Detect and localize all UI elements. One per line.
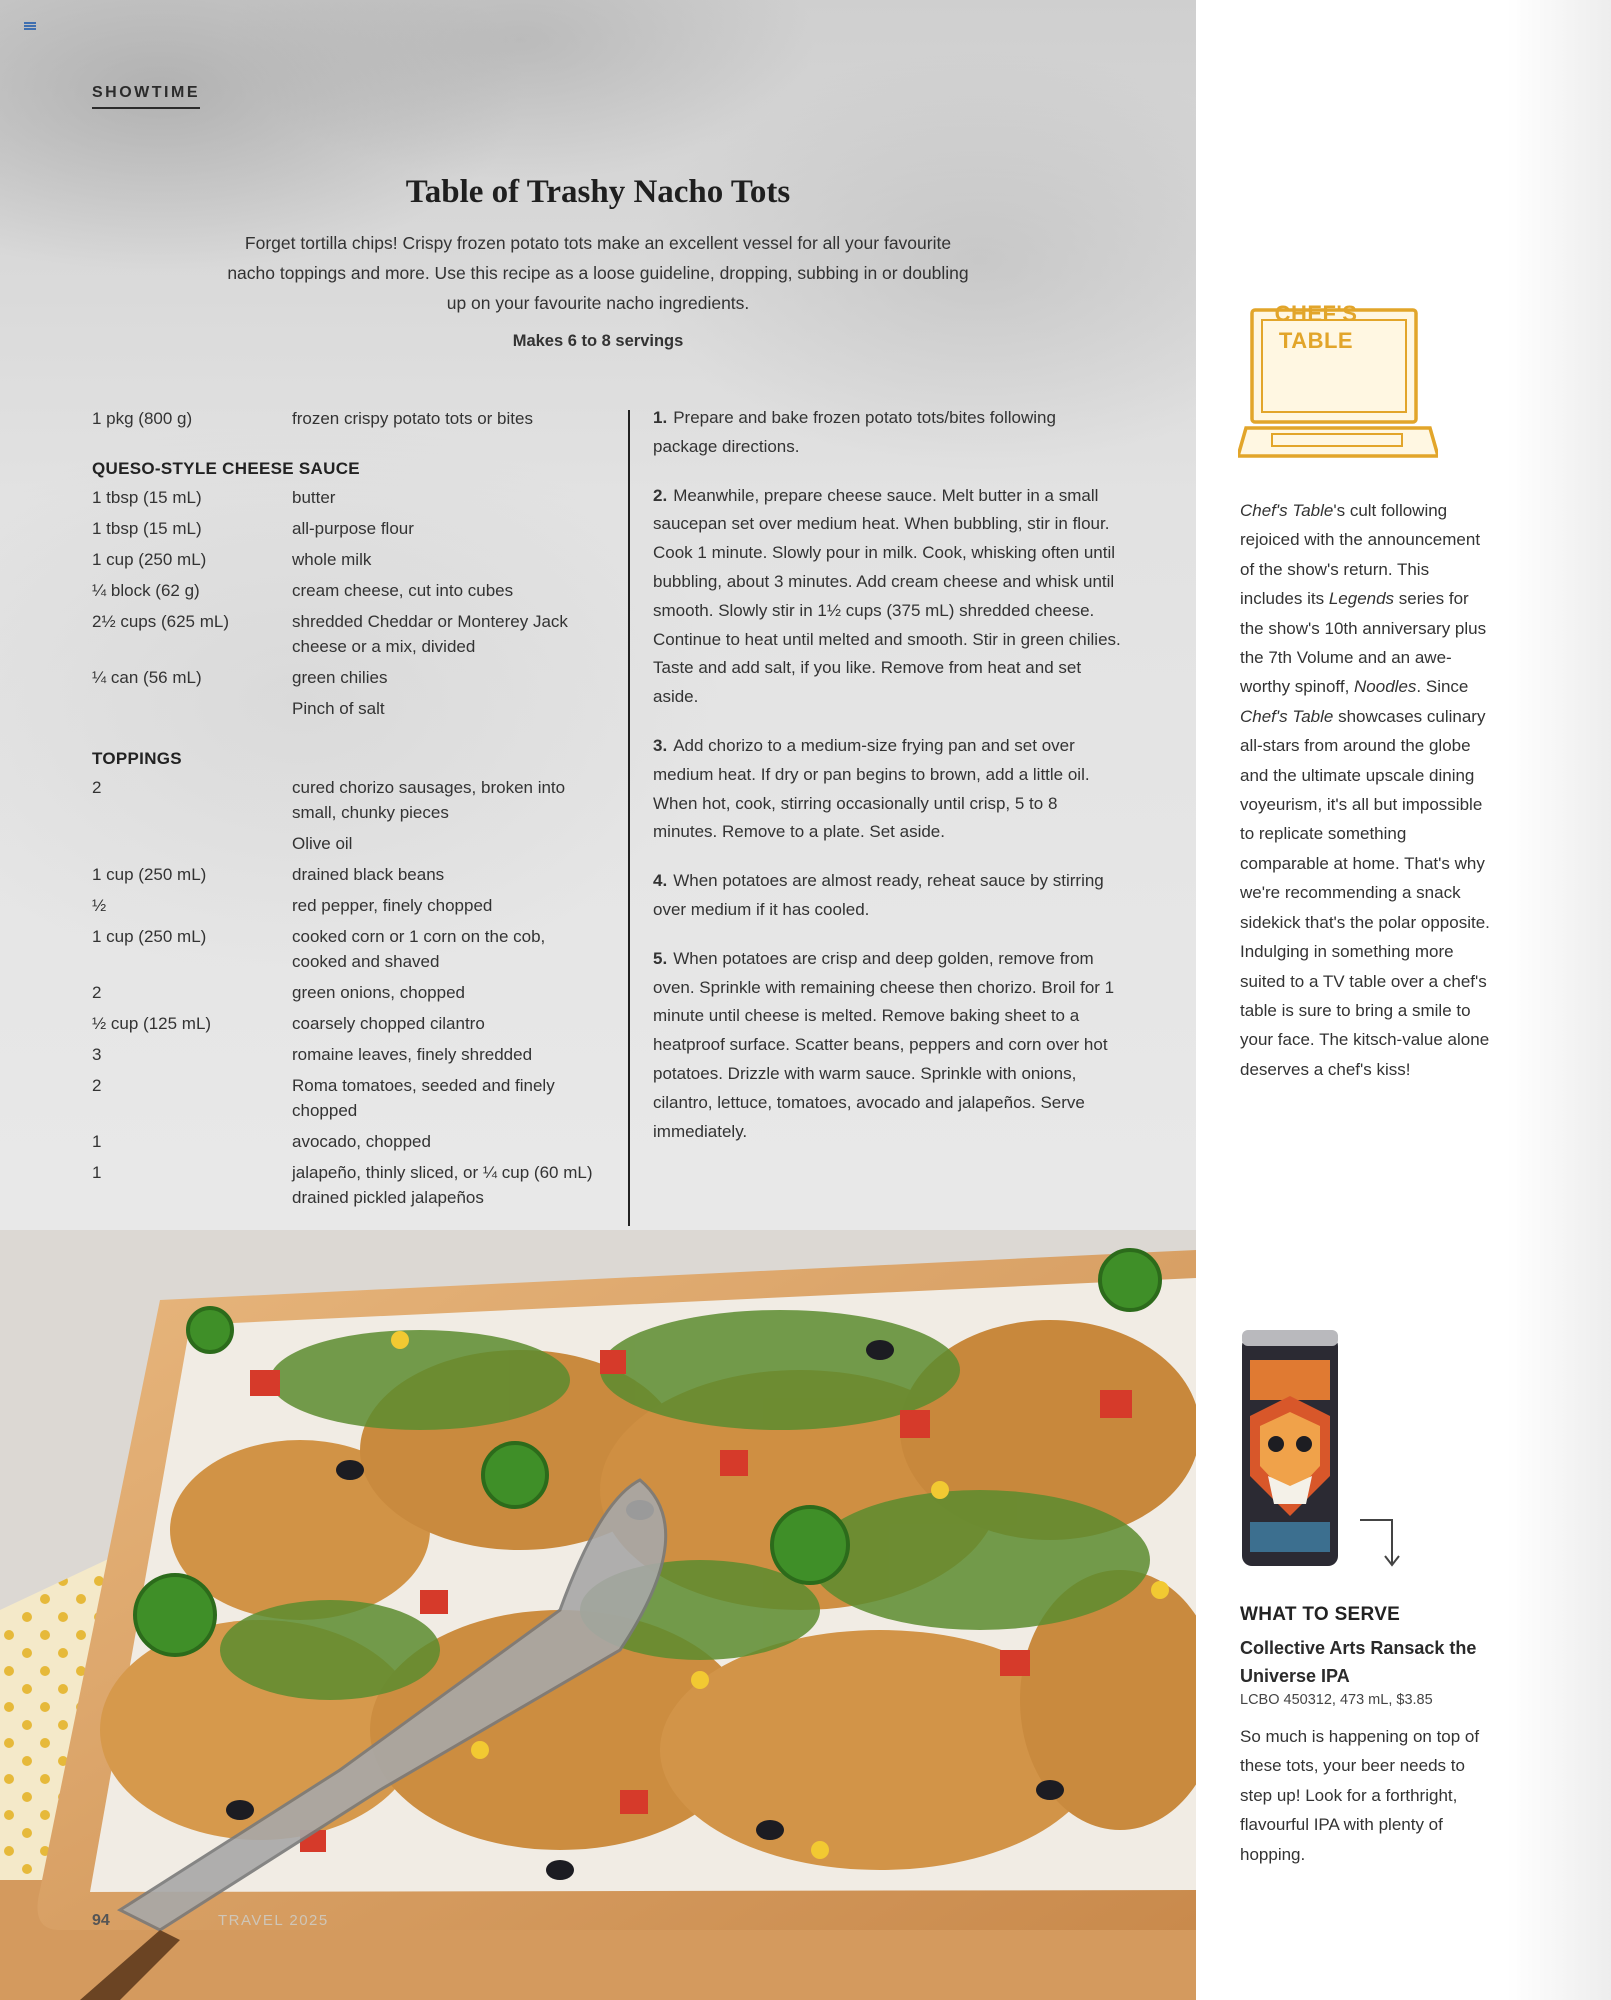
- ingredient-item: red pepper, finely chopped: [292, 896, 493, 915]
- nacho-tots-photo: [0, 1230, 1196, 2000]
- ingredient-row: [92, 1042, 612, 1067]
- menu-icon[interactable]: [24, 22, 36, 31]
- recipe-title: Table of Trashy Nacho Tots: [405, 174, 791, 210]
- beer-can-image: [1238, 1326, 1342, 1572]
- step-number: 5.: [653, 948, 668, 968]
- ingredient-item: shredded Cheddar or Monterey Jack cheese or a mix, divided: [292, 612, 568, 656]
- ingredient-item: green chilies: [292, 668, 388, 687]
- step-text: When potatoes are almost ready, reheat sauce by stirring over medium if it has cooled.: [653, 871, 1104, 919]
- step-text: Meanwhile, prepare cheese sauce. Melt butter in a small saucepan set over medium heat. When bubbling, stir in flour. Cook 1 minute. Slowly pour in milk. Cook, whisking often until bubbling, about 3 minutes. Add cream cheese and whisk until smooth. Slowly stir in 1½ cups (375 mL) shredded cheese. Continue to heat until melted and smooth. Stir in green chilies. Taste and add salt, if you like. Remove from heat and set aside.: [653, 485, 1121, 707]
- ingredient-row: [92, 1160, 612, 1210]
- ingredient-row: [92, 406, 612, 431]
- ingredient-item: jalapeño, thinly sliced, or ¼ cup (60 mL) drained pickled jalapeños: [292, 1163, 593, 1207]
- step-text: Prepare and bake frozen potato tots/bites following package directions.: [653, 408, 1056, 456]
- chefs-table-logo-text: CHEF'S TABLE: [1274, 301, 1358, 353]
- ingredient-quantity: 1 pkg (800 g): [92, 409, 193, 428]
- page-number: 94: [92, 1912, 110, 1929]
- section-label: SHOWTIME: [92, 84, 200, 109]
- ingredient-item: cream cheese, cut into cubes: [292, 581, 514, 600]
- ingredient-quantity: 1 cup (250 mL): [92, 550, 207, 569]
- ingredient-item: frozen crispy potato tots or bites: [292, 409, 533, 428]
- recipe-intro: Forget tortilla chips! Crispy frozen potato tots make an excellent vessel for all your favourite nacho toppings and more. Use this recipe as a loose guideline, dropping, subbing in or doubling up on your favourite nacho ingredients.: [227, 233, 969, 313]
- ingredient-quantity: ½ cup (125 mL): [92, 1014, 212, 1033]
- ingredient-item: butter: [292, 488, 336, 507]
- ingredient-item: coarsely chopped cilantro: [292, 1014, 485, 1033]
- issue-name: TRAVEL 2025: [218, 1912, 329, 1929]
- ingredients-base: [92, 406, 612, 431]
- ingredient-row: [92, 893, 612, 918]
- ingredient-row: [92, 547, 612, 572]
- ingredient-row: [92, 696, 612, 721]
- ingredient-item: romaine leaves, finely shredded: [292, 1045, 533, 1064]
- product-name: Collective Arts Ransack the Universe IPA: [1240, 1638, 1477, 1686]
- ingredient-item: Pinch of salt: [292, 699, 385, 718]
- ingredient-quantity: ¼ can (56 mL): [92, 668, 202, 687]
- method-step: [653, 732, 1121, 847]
- ingredient-item: drained black beans: [292, 865, 445, 884]
- ingredient-row: [92, 665, 612, 690]
- what-to-serve-heading: WHAT TO SERVE: [1240, 1604, 1401, 1625]
- ingredient-quantity: 1 cup (250 mL): [92, 927, 207, 946]
- ingredient-item: Olive oil: [292, 834, 353, 853]
- ingredient-quantity: [92, 696, 292, 721]
- ingredient-quantity: 2: [92, 778, 102, 797]
- ingredient-row: [92, 980, 612, 1005]
- ingredient-quantity: [92, 831, 292, 856]
- sauce-heading: QUESO-STYLE CHEESE SAUCE: [92, 459, 360, 478]
- ingredient-quantity: ¼ block (62 g): [92, 581, 200, 600]
- method-step: [653, 404, 1121, 462]
- ingredient-quantity: 2½ cups (625 mL): [92, 612, 230, 631]
- ingredient-item: cured chorizo sausages, broken into small, chunky pieces: [292, 778, 566, 822]
- method-steps: [653, 404, 1121, 1166]
- toppings-heading: TOPPINGS: [92, 749, 182, 768]
- arrow-down-icon: [1356, 1512, 1416, 1572]
- sidebar-paragraph: Chef's Table's cult following rejoiced with the announcement of the show's return. This includes its Legends series for the show's 10th anniversary plus the 7th Volume and an awe-worthy spinoff, Noodles. Since Chef's Table showcases culinary all-stars from around the globe and the ultimate upscale dining voyeurism, it's all but impossible to replicate something comparable at home. That's why we're recommending a snack sidekick that's the polar opposite. Indulging in something more suited to a TV table over a chef's table is sure to bring a smile to your face. The kitsch-value alone deserves a chef's kiss!: [1240, 501, 1490, 1079]
- ingredient-row: [92, 1129, 612, 1154]
- ingredient-quantity: 1 tbsp (15 mL): [92, 519, 202, 538]
- ingredient-row: [92, 924, 612, 974]
- ingredient-item: green onions, chopped: [292, 983, 465, 1002]
- step-text: When potatoes are crisp and deep golden, remove from oven. Sprinkle with remaining cheese then chorizo. Broil for 1 minute until cheese is melted. Remove baking sheet to a heatproof surface. Scatter beans, peppers and corn over hot potatoes. Drizzle with warm sauce. Sprinkle with onions, cilantro, lettuce, tomatoes, avocado and jalapeños. Serve immediately.: [653, 948, 1115, 1141]
- ingredient-row: [92, 609, 612, 659]
- ingredient-row: [92, 831, 612, 856]
- ingredient-item: avocado, chopped: [292, 1132, 431, 1151]
- what-to-serve-text: So much is happening on top of these tots, your beer needs to step up! Look for a forthright, flavourful IPA with plenty of hopping.: [1240, 1727, 1480, 1864]
- column-divider: [628, 410, 630, 1226]
- step-number: 4.: [653, 871, 668, 891]
- ingredient-quantity: 2: [92, 983, 102, 1002]
- method-step: [653, 945, 1121, 1147]
- ingredient-quantity: 1 tbsp (15 mL): [92, 488, 202, 507]
- ingredient-quantity: 1: [92, 1132, 102, 1151]
- method-step: [653, 867, 1121, 925]
- ingredient-item: Roma tomatoes, seeded and finely chopped: [292, 1076, 555, 1120]
- ingredient-row: [92, 775, 612, 825]
- ingredient-quantity: ½: [92, 896, 107, 915]
- ingredient-item: all-purpose flour: [292, 519, 414, 538]
- ingredient-row: [92, 862, 612, 887]
- ingredients-toppings: [92, 775, 612, 1210]
- ingredient-row: [92, 1073, 612, 1123]
- product-meta: LCBO 450312, 473 mL, $3.85: [1240, 1692, 1433, 1708]
- ingredient-item: cooked corn or 1 corn on the cob, cooked and shaved: [292, 927, 546, 971]
- step-number: 1.: [653, 408, 668, 427]
- ingredients-sauce: [92, 485, 612, 721]
- ingredients-list: [92, 406, 612, 1216]
- ingredient-quantity: 1 cup (250 mL): [92, 865, 207, 884]
- step-text: Add chorizo to a medium-size frying pan and set over medium heat. If dry or pan begins to brown, add a little oil. When hot, cook, stirring occasionally until crisp, 5 to 8 minutes. Remove to a plate. Set aside.: [653, 735, 1090, 842]
- ingredient-quantity: 1: [92, 1163, 102, 1182]
- ingredient-row: [92, 516, 612, 541]
- step-number: 2.: [653, 485, 668, 505]
- ingredient-row: [92, 485, 612, 510]
- ingredient-row: [92, 1011, 612, 1036]
- sidebar: [1196, 0, 1611, 2000]
- ingredient-quantity: 3: [92, 1045, 102, 1064]
- ingredient-quantity: 2: [92, 1076, 102, 1095]
- recipe-servings: Makes 6 to 8 servings: [512, 332, 684, 350]
- step-number: 3.: [653, 735, 668, 755]
- ingredient-item: whole milk: [292, 550, 372, 569]
- method-step: [653, 482, 1121, 712]
- ingredient-row: [92, 578, 612, 603]
